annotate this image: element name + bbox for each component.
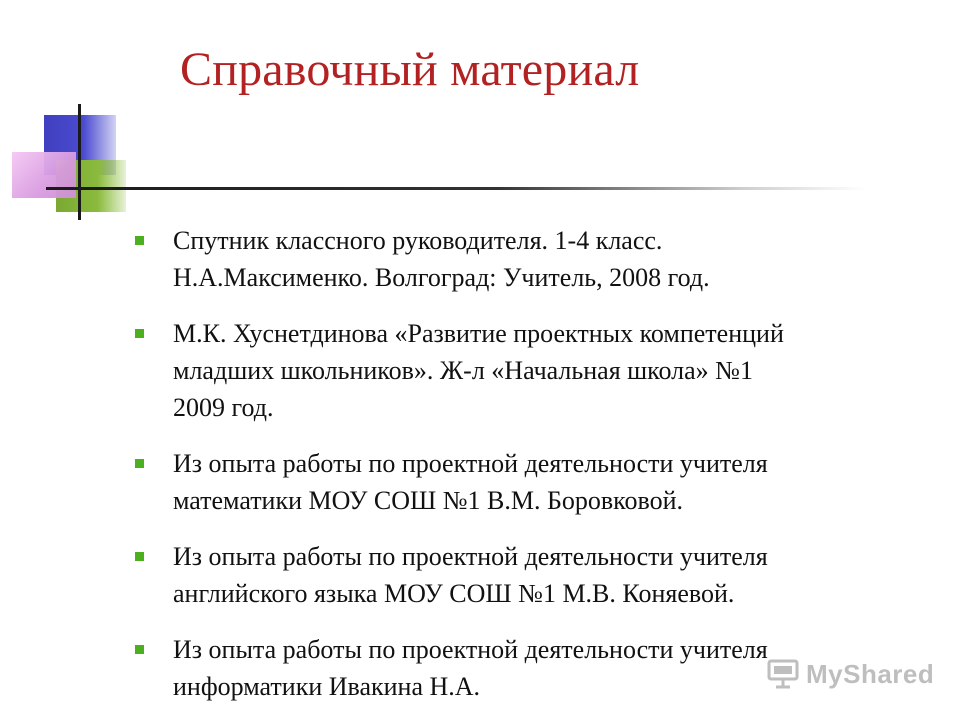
item-line: Из опыта работы по проектной деятельности учителя [173,542,768,571]
watermark-text: MyShared [806,658,935,689]
presentation-board-icon [766,658,800,690]
list-item [135,315,935,426]
slide-title: Справочный материал [180,43,640,96]
bullet-icon [135,645,144,654]
bullet-icon [135,329,144,338]
item-line: младших школьников». Ж-л «Начальная школа» №1 [173,356,753,385]
item-line: математики МОУ СОШ №1 В.М. Боровковой. [173,486,683,515]
decor-blue-square [44,115,116,175]
item-line: Из опыта работы по проектной деятельности учителя [173,635,768,664]
item-line: английского языка МОУ СОШ №1 М.В. Коняевой. [173,579,735,608]
item-line: Спутник классного руководителя. 1-4 класс. [173,226,663,255]
bullet-icon [135,236,144,245]
decor-pink-square [12,152,76,198]
title-underline [46,187,866,190]
item-line: Н.А.Максименко. Волгоград: Учитель, 2008 год. [173,263,710,292]
decor-green-square [56,160,126,212]
item-line: информатики Ивакина Н.А. [173,672,481,701]
item-line: Из опыта работы по проектной деятельности учителя [173,449,768,478]
bullet-icon [135,459,144,468]
list-item [135,222,935,296]
title-decoration [0,0,960,230]
reference-list [135,222,935,724]
item-line: 2009 год. [173,393,274,422]
list-item [135,445,935,519]
decor-vertical-line [78,104,81,220]
list-item [135,538,935,612]
bullet-icon [135,552,144,561]
item-line: М.К. Хуснетдинова «Развитие проектных компетенций [173,319,784,348]
watermark [766,656,934,692]
